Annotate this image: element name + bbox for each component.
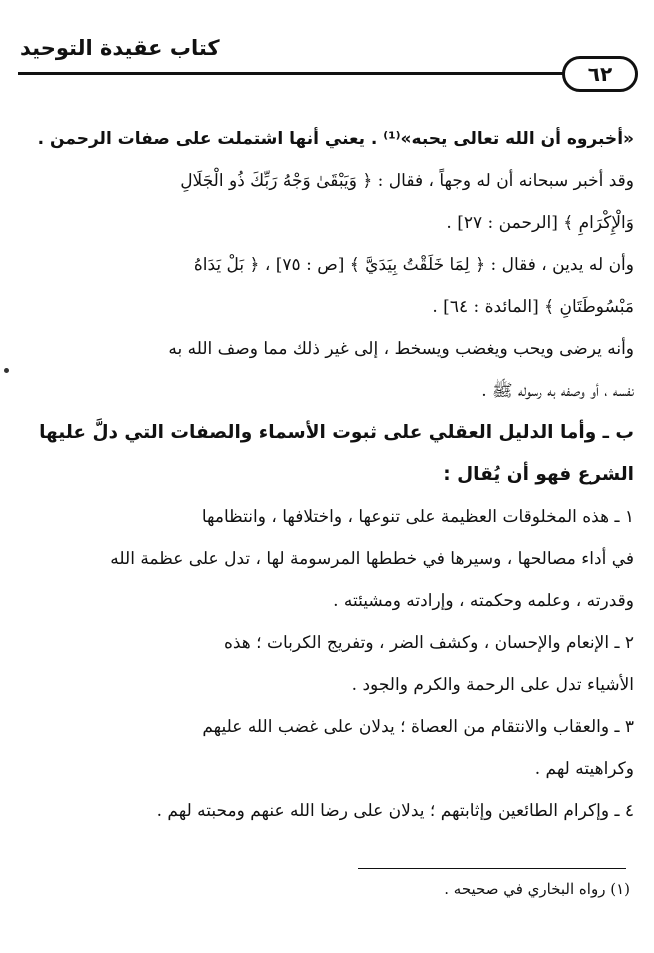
section-heading: الشرع فهو أن يُقال : (443, 464, 634, 485)
section-heading: ب ـ وأما الدليل العقلي على ثبوت الأسماء والصفات التي دلَّ عليها (39, 422, 634, 443)
text-line: وأنه يرضى ويحب ويغضب ويسخط ، إلى غير ذلك مما وصف الله به (168, 339, 634, 359)
point-line: وكراهيته لهم . (534, 759, 634, 779)
footnote: (١) رواه البخاري في صحيحه . (444, 880, 630, 898)
point-line: الأشياء تدل على الرحمة والكرم والجود . (351, 675, 634, 695)
point-line: ١ ـ هذه المخلوقات العظيمة على تنوعها ، واختلافها ، وانتظامها (201, 507, 634, 527)
point-line: ٣ ـ والعقاب والانتقام من العصاة ؛ يدلان على غضب الله عليهم (202, 717, 634, 737)
point-line: ٢ ـ الإنعام والإحسان ، وكشف الضر ، وتفريج الكربات ؛ هذه (223, 633, 634, 653)
page-body (22, 118, 634, 832)
text-line: وَالْإِكْرَامِ ﴾ [الرحمن : ٢٧] . (446, 213, 634, 233)
text-line: وقد أخبر سبحانه أن له وجهاً ، فقال : ﴿ وَيَبْقَىٰ وَجْهُ رَبِّكَ ذُو الْجَلَالِ (180, 171, 634, 191)
text-line: وأن له يدين ، فقال : ﴿ لِمَا خَلَقْتُ بِيَدَيَّ ﴾ [ص : ٧٥] ، ﴿ بَلْ يَدَاهُ (193, 255, 634, 275)
point-line: ٤ ـ وإكرام الطائعين وإثابتهم ؛ يدلان على رضا الله عنهم ومحبته لهم . (156, 801, 634, 821)
text-line: نفسه ، أو وصفه به رسوله ﷺ . (481, 381, 634, 401)
point-line: وقدرته ، وعلمه وحكمته ، وإرادته ومشيئته . (333, 591, 634, 611)
hadith-line: «أخبروه أن الله تعالى يحبه»⁽¹⁾ . يعني أنها اشتملت على صفات الرحمن . (37, 129, 634, 149)
page-number: ٦٢ (587, 62, 613, 86)
book-title: كتاب عقيدة التوحيد (20, 36, 220, 60)
page-number-badge (562, 56, 638, 92)
text-line: مَبْسُوطَتَانِ ﴾ [المائدة : ٦٤] . (432, 297, 634, 317)
header-rule (18, 72, 578, 75)
point-line: في أداء مصالحها ، وسيرها في خططها المرسومة لها ، تدل على عظمة الله (110, 549, 634, 569)
footnote-rule (358, 868, 626, 869)
margin-dot (4, 368, 9, 373)
